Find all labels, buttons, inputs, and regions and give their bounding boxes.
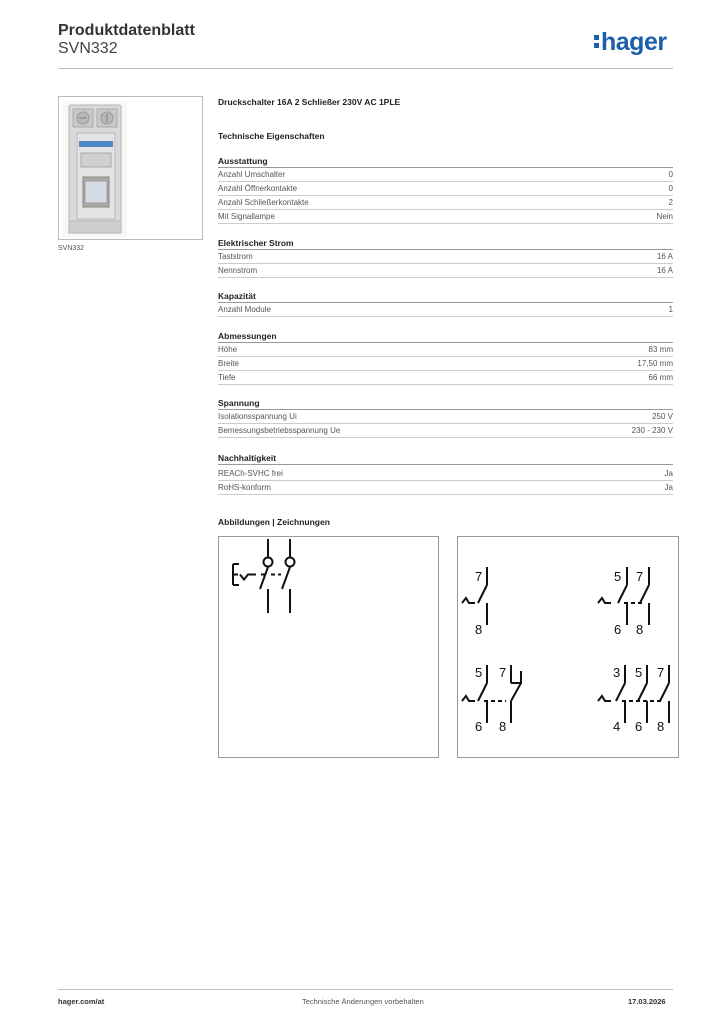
spec-row: Tiefe 66 mm [218, 371, 673, 385]
terminal-label: 5 [614, 569, 622, 584]
logo-dots-icon [594, 32, 599, 51]
terminal-label: 8 [657, 719, 665, 734]
spec-section-nachhaltigkeit [218, 452, 673, 495]
terminal-label: 5 [635, 665, 643, 680]
spec-section-title: Abmessungen [218, 330, 673, 343]
terminal-label: 5 [475, 665, 483, 680]
push-switch-symbol-icon [219, 537, 440, 759]
product-image [58, 96, 203, 240]
spec-section-ausstattung [218, 155, 673, 224]
terminal-label: 6 [614, 622, 622, 637]
footer-notice: Technische Änderungen vorbehalten [302, 997, 424, 1006]
terminal-label: 7 [499, 665, 507, 680]
tech-properties-title: Technische Eigenschaften [218, 131, 325, 141]
spec-row: Isolationsspannung Ui 250 V [218, 410, 673, 424]
spec-row: Breite 17,50 mm [218, 357, 673, 371]
spec-row: Anzahl Module 1 [218, 303, 673, 317]
terminal-label: 3 [613, 665, 621, 680]
spec-section-kapazitaet [218, 290, 673, 317]
spec-row: REACh-SVHC frei Ja [218, 467, 673, 481]
switch-symbol-figure [218, 536, 439, 758]
spec-row: Bemessungsbetriebsspannung Ue 230 - 230 V [218, 424, 673, 438]
product-code: SVN332 [58, 40, 118, 57]
terminal-label: 4 [613, 719, 621, 734]
figures-title: Abbildungen | Zeichnungen [218, 517, 330, 527]
terminal-label: 8 [499, 719, 507, 734]
spec-section-spannung [218, 397, 673, 438]
footer-website-link[interactable]: hager.com/at [58, 997, 105, 1006]
spec-section-title: Nachhaltigkeit [218, 452, 673, 465]
terminal-label: 8 [475, 622, 483, 637]
spec-row: Anzahl Schließerkontakte 2 [218, 196, 673, 210]
spec-section-title: Ausstattung [218, 155, 673, 168]
spec-row: Mit Signallampe Nein [218, 210, 673, 224]
terminal-label: 6 [635, 719, 643, 734]
spec-row: Anzahl Umschalter 0 [218, 168, 673, 182]
terminal-label: 7 [475, 569, 483, 584]
spec-section-abmessungen [218, 330, 673, 385]
terminal-label: 8 [636, 622, 644, 637]
page-title: Produktdatenblatt [58, 22, 195, 39]
spec-row: Nennstrom 16 A [218, 264, 673, 278]
spec-section-elektrischer-strom [218, 237, 673, 278]
header-divider [58, 68, 673, 69]
push-switch-device-icon [59, 97, 204, 241]
spec-row: Höhe 83 mm [218, 343, 673, 357]
terminal-label: 7 [636, 569, 644, 584]
logo-text: hager [601, 28, 667, 56]
hager-logo [594, 28, 667, 57]
spec-section-title: Elektrischer Strom [218, 237, 673, 250]
spec-row: Anzahl Öffnerkontakte 0 [218, 182, 673, 196]
spec-row: RoHS-konform Ja [218, 481, 673, 495]
spec-row: Taststrom 16 A [218, 250, 673, 264]
spec-section-title: Kapazität [218, 290, 673, 303]
contact-diagrams-icon [458, 537, 680, 759]
footer-date: 17.03.2026 [628, 997, 666, 1006]
image-caption: SVN332 [58, 245, 85, 252]
terminal-label: 7 [657, 665, 665, 680]
product-description: Druckschalter 16A 2 Schließer 230V AC 1PLE [218, 97, 401, 107]
spec-section-title: Spannung [218, 397, 673, 410]
footer-divider [58, 989, 673, 990]
contact-variants-figure [457, 536, 679, 758]
terminal-label: 6 [475, 719, 483, 734]
